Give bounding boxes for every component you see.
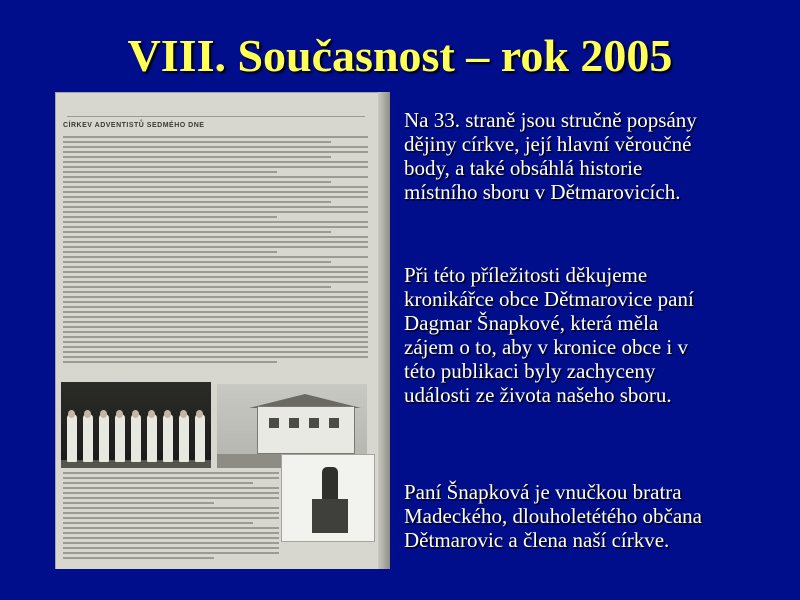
paragraph-line: dějiny církve, její hlavní věroučné	[404, 132, 692, 156]
paragraph-granddaughter	[404, 480, 784, 552]
slide-title: VIII. Současnost – rok 2005	[127, 30, 673, 81]
paragraph-line: Dětmarovic a člena naší církve.	[404, 528, 670, 552]
paragraph-line: události ze života našeho sboru.	[404, 383, 672, 407]
choir-photo	[61, 382, 211, 468]
paragraph-line: Paní Šnapková je vnučkou bratra	[404, 480, 682, 504]
speaker-photo	[281, 454, 375, 542]
book-section-heading: CÍRKEV ADVENTISTŮ SEDMÉHO DNE	[63, 122, 205, 129]
paragraph-history	[404, 108, 784, 204]
paragraph-line: kronikářce obce Dětmarovice paní	[404, 287, 694, 311]
book-text-block-1	[63, 136, 368, 366]
book-page-header	[67, 100, 365, 117]
book-page-photo	[55, 92, 390, 569]
paragraph-line: této publikaci byly zachyceny	[404, 359, 656, 383]
paragraph-line: body, a také obsáhlá historie	[404, 156, 643, 180]
paragraph-line: zájem o to, aby v kronice obce i v	[404, 335, 688, 359]
paragraph-line: místního sboru v Dětmarovicích.	[404, 180, 681, 204]
paragraph-line: Madeckého, dlouholetétého občana	[404, 504, 702, 528]
paragraph-line: Dagmar Šnapkové, která měla	[404, 311, 659, 335]
paragraph-thanks	[404, 263, 784, 407]
book-text-block-2	[63, 472, 279, 562]
paragraph-line: Při této příležitosti děkujeme	[404, 263, 648, 287]
book-spine	[378, 92, 390, 569]
paragraph-line: Na 33. straně jsou stručně popsány	[404, 108, 697, 132]
